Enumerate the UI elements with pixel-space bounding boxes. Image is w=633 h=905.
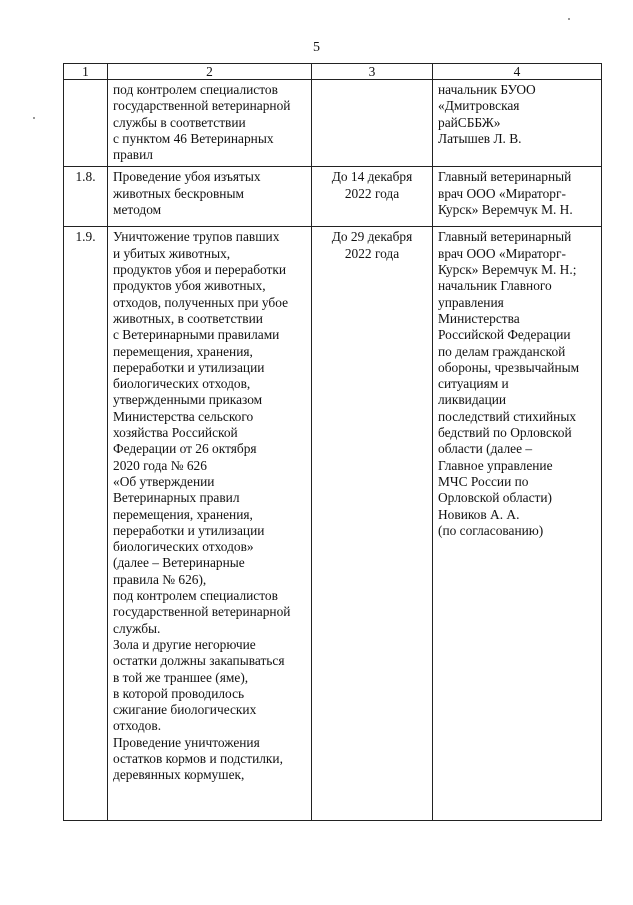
row-deadline <box>312 80 433 167</box>
row-responsible: Главный ветеринарный врач ООО «Мираторг- Курск» Веремчук М. Н.; начальник Главного управления Министерства Российской Федерации по делам гражданской обороны, чрезвычайным ситуациям и ликвидации последствий стихийных бедствий по Орловской области (далее – Главное управление МЧС России по Орловской области) Новиков А. А. (по согласованию) <box>433 227 602 821</box>
column-header-2: 2 <box>108 64 312 80</box>
measures-table <box>63 63 602 821</box>
row-number: 1.9. <box>64 227 108 821</box>
row-number <box>64 80 108 167</box>
scan-speck <box>568 18 570 20</box>
row-action: Проведение убоя изъятых животных бескровным методом <box>108 167 312 227</box>
column-header-3: 3 <box>312 64 433 80</box>
page-number: 5 <box>313 40 320 55</box>
row-deadline: До 29 декабря 2022 года <box>312 227 433 821</box>
row-responsible: Главный ветеринарный врач ООО «Мираторг- Курск» Веремчук М. Н. <box>433 167 602 227</box>
column-header-1: 1 <box>64 64 108 80</box>
row-action: Уничтожение трупов павших и убитых животных, продуктов убоя и переработки продуктов убоя животных, отходов, полученных при убое животных, в соответствии с Ветеринарными правилами перемещения, хранения, переработки и утилизации биологических отходов, утвержденными приказом Министерства сельского хозяйства Российской Федерации от 26 октября 2020 года № 626 «Об утверждении Ветеринарных правил перемещения, хранения, переработки и утилизации биологических отходов» (далее – Ветеринарные правила № 626), под контролем специалистов государственной ветеринарной службы. Зола и другие негорючие остатки должны закапываться в той же траншее (яме), в которой проводилось сжигание биологических отходов. Проведение уничтожения остатков кормов и подстилки, деревянных кормушек, <box>108 227 312 821</box>
scan-speck <box>33 117 35 119</box>
column-header-4: 4 <box>433 64 602 80</box>
table-row <box>64 80 602 167</box>
row-number: 1.8. <box>64 167 108 227</box>
table-header-row <box>64 64 602 80</box>
row-deadline: До 14 декабря 2022 года <box>312 167 433 227</box>
row-action: под контролем специалистов государственной ветеринарной службы в соответствии с пунктом 46 Ветеринарных правил <box>108 80 312 167</box>
table-row <box>64 167 602 227</box>
row-responsible: начальник БУОО «Дмитровская райСББЖ» Латышев Л. В. <box>433 80 602 167</box>
table-row <box>64 227 602 821</box>
